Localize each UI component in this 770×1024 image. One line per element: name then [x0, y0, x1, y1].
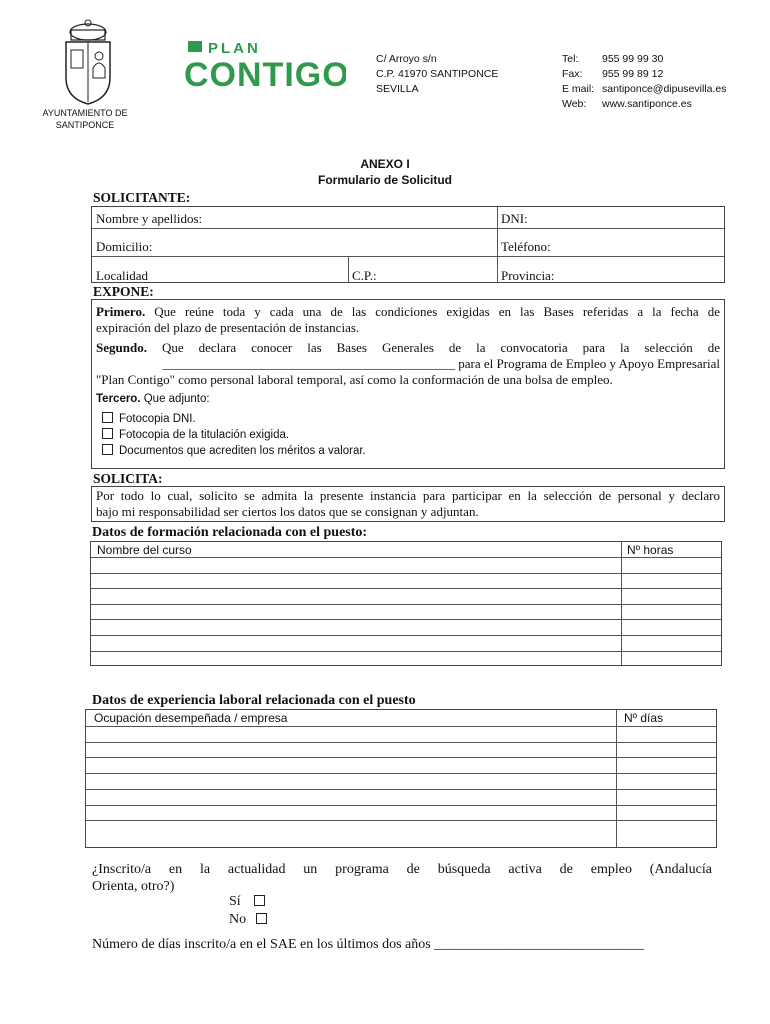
tercero-heading: Tercero. — [96, 393, 141, 405]
tercero-text: Que adjunto: — [140, 393, 210, 405]
annex-title: ANEXO I — [360, 157, 410, 171]
program-question — [92, 861, 712, 895]
table-row-line — [91, 635, 721, 636]
segundo-line-1 — [96, 340, 720, 356]
attachment-meritos[interactable] — [102, 443, 366, 459]
table-row-line — [91, 604, 721, 605]
phone-field[interactable]: Teléfono: — [501, 239, 551, 254]
experience-col-occupation: Ocupación desempeñada / empresa — [94, 711, 288, 725]
table-row-line — [86, 773, 716, 774]
address-block — [376, 52, 498, 97]
municipality-name: AYUNTAMIENTO DE SANTIPONCE — [42, 108, 128, 130]
postal-code-field[interactable]: C.P.: — [352, 268, 377, 283]
solicita-label: SOLICITA: — [93, 471, 163, 486]
contact-value: www.santiponce.es — [602, 98, 692, 110]
segundo-line-2: _____________________________________________ para el Programa de Empleo y Apoyo Empresarial — [162, 356, 720, 371]
option-no-label: No — [229, 912, 247, 927]
contact-row — [562, 97, 726, 112]
logo-bottom-text: CONTIGO — [184, 56, 346, 92]
primero-text: Que reúne toda y cada una de las condiciones exigidas en las Bases referidas a la fecha de — [145, 304, 720, 319]
segundo-text: Que declara conocer las Bases Generales de la convocatoria para la selección de — [146, 340, 720, 355]
attachment-dni[interactable] — [102, 411, 196, 427]
contact-key: Tel: — [562, 53, 579, 65]
experiencia-label: Datos de experiencia laboral relacionada con el puesto — [92, 693, 416, 708]
table-row-line — [91, 619, 721, 620]
checkbox-icon[interactable] — [102, 428, 113, 439]
applicant-grid — [91, 206, 725, 283]
attachment-label: Fotocopia DNI. — [119, 413, 196, 425]
table-row-line — [91, 573, 721, 574]
sae-days-field[interactable]: Número de días inscrito/a en el SAE en los últimos dos años ______________________________ — [92, 937, 645, 952]
contact-key: Fax: — [562, 68, 583, 80]
contact-key: E mail: — [562, 83, 595, 95]
experience-table — [85, 709, 717, 848]
table-column-line — [616, 710, 617, 847]
table-row-line — [91, 557, 721, 558]
checkbox-icon[interactable] — [102, 412, 113, 423]
contact-row — [562, 67, 726, 82]
table-row-line — [86, 789, 716, 790]
plan-contigo-logo — [184, 38, 346, 92]
question-line-2: Orienta, otro?) — [92, 879, 175, 894]
primero-line-1 — [96, 304, 720, 320]
attachment-label: Documentos que acrediten los méritos a valorar. — [119, 445, 366, 457]
table-column-line — [621, 542, 622, 665]
formacion-label: Datos de formación relacionada con el puesto: — [92, 525, 368, 540]
table-row-line — [86, 757, 716, 758]
expone-box — [91, 299, 725, 469]
training-col-course: Nombre del curso — [97, 543, 192, 557]
address-field[interactable]: Domicilio: — [96, 239, 153, 254]
option-no[interactable] — [229, 911, 273, 928]
option-yes-label: Sí — [229, 894, 241, 909]
checkbox-icon[interactable] — [256, 913, 267, 924]
segundo-heading: Segundo. — [96, 340, 147, 355]
name-field[interactable]: Nombre y apellidos: — [96, 211, 203, 226]
province-field[interactable]: Provincia: — [501, 268, 555, 283]
table-row-line — [91, 651, 721, 652]
table-row-line — [86, 805, 716, 806]
solicita-line-1: Por todo lo cual, solicito se admita la presente instancia para participar en la selección de personal y declaro — [96, 488, 720, 503]
training-col-hours: Nº horas — [627, 543, 674, 557]
contact-value: 955 99 89 12 — [602, 68, 664, 80]
table-row-line — [86, 820, 716, 821]
question-line-1: ¿Inscrito/a en la actualidad un programa de búsqueda activa de empleo (Andalucía — [92, 862, 712, 877]
tercero-line — [96, 391, 720, 407]
coat-of-arms-icon — [62, 18, 114, 106]
logo-mark-icon — [184, 38, 346, 92]
checkbox-icon[interactable] — [254, 895, 265, 906]
contact-block — [562, 52, 726, 112]
contact-row — [562, 82, 726, 97]
table-row-line — [86, 726, 716, 727]
checkbox-icon[interactable] — [102, 444, 113, 455]
contact-value: santiponce@dipusevilla.es — [602, 83, 727, 95]
table-row-line — [91, 588, 721, 589]
experience-col-days: Nº días — [624, 711, 664, 725]
solicita-box — [91, 486, 725, 522]
address-line: SEVILLA — [376, 83, 419, 95]
contact-value: 955 99 99 30 — [602, 53, 664, 65]
solicita-line-2: bajo mi responsabilidad ser ciertos los datos que se consignan y adjuntan. — [96, 504, 479, 519]
table-row-line — [86, 742, 716, 743]
primero-heading: Primero. — [96, 304, 146, 319]
dni-field[interactable]: DNI: — [501, 211, 528, 226]
address-line: C.P. 41970 SANTIPONCE — [376, 68, 499, 80]
expone-label: EXPONE: — [93, 284, 154, 299]
contact-key: Web: — [562, 98, 587, 110]
training-table — [90, 541, 722, 666]
attachment-label: Fotocopia de la titulación exigida. — [119, 429, 290, 441]
attachment-titulacion[interactable] — [102, 427, 289, 443]
form-title: Formulario de Solicitud — [317, 173, 452, 187]
solicitante-label: SOLICITANTE: — [93, 190, 191, 205]
address-line: C/ Arroyo s/n — [376, 53, 437, 65]
primero-line-2: expiración del plazo de presentación de instancias. — [96, 320, 360, 335]
option-yes[interactable] — [229, 893, 271, 910]
locality-field[interactable]: Localidad — [96, 268, 148, 283]
logo-top-text: PLAN — [208, 40, 261, 57]
contact-row — [562, 52, 726, 67]
segundo-line-3: "Plan Contigo" como personal laboral temporal, así como la conformación de una bolsa de empleo. — [96, 372, 613, 387]
